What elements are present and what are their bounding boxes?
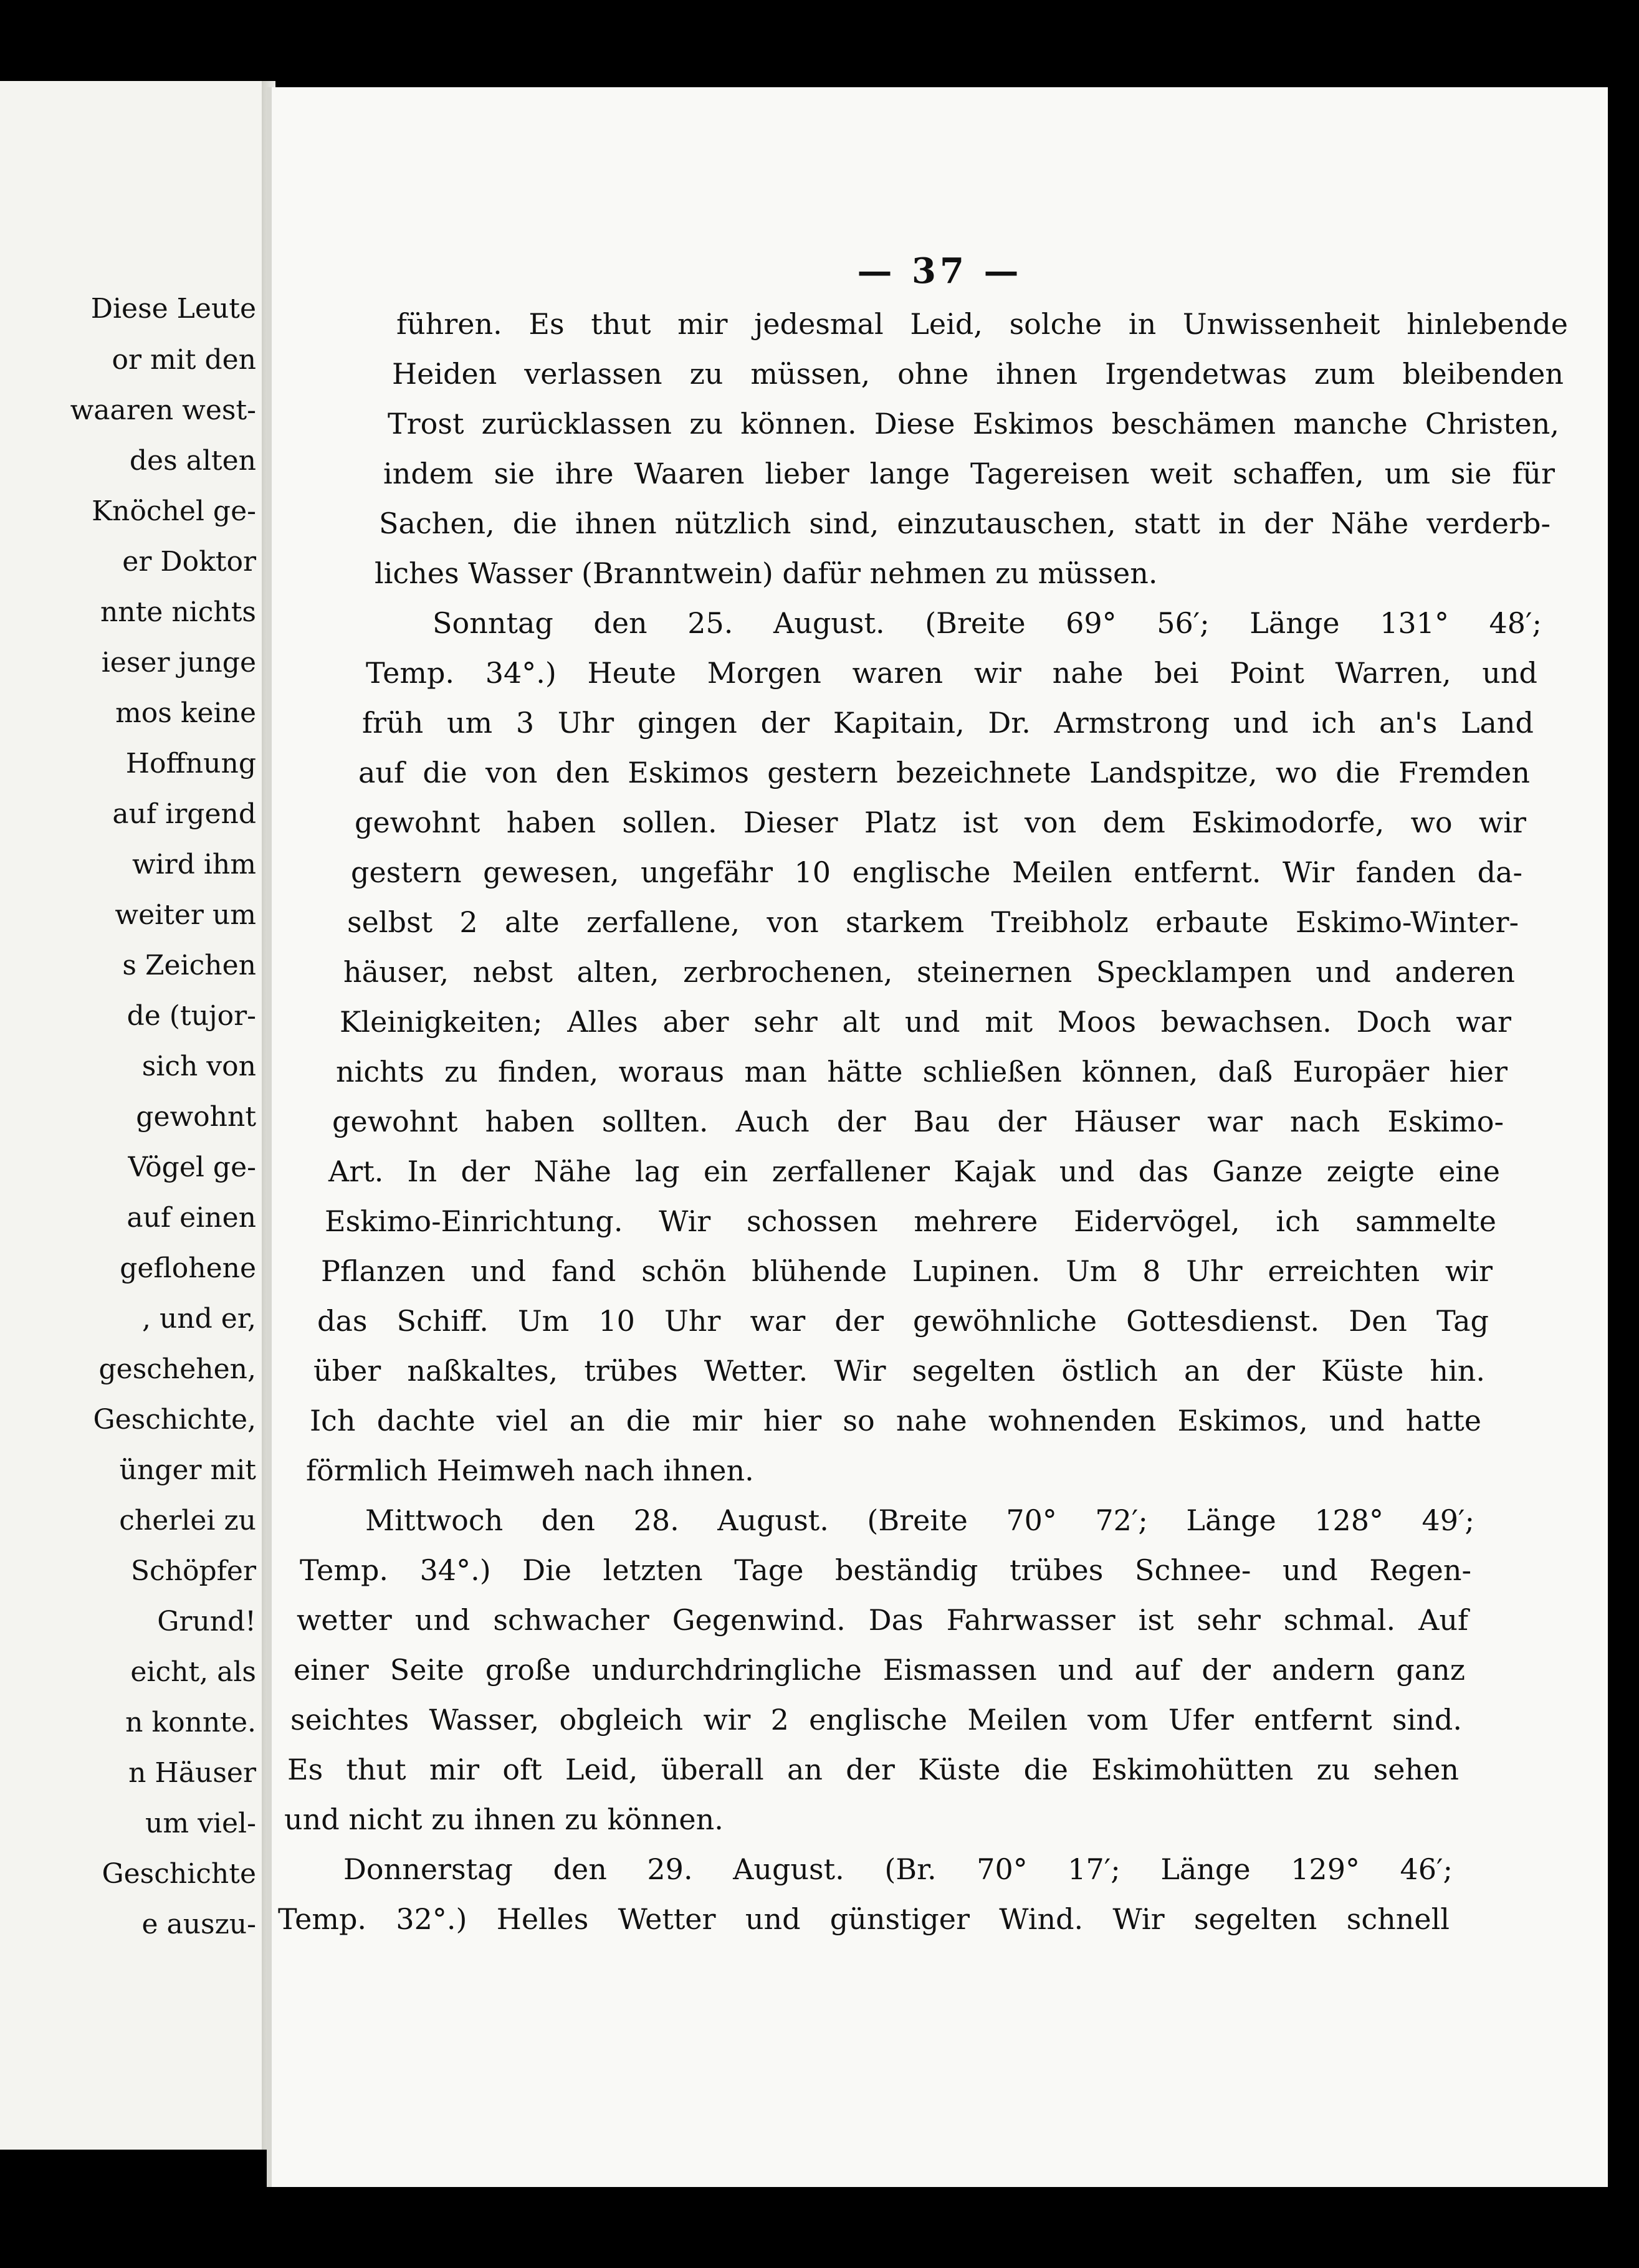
- left-fragment-line: ieser junge: [101, 647, 256, 679]
- left-fragment-line: des alten: [129, 445, 256, 477]
- text-line: gewohnt haben sollen. Dieser Platz ist von dem Eskimodorfe, wo wir: [355, 806, 1526, 839]
- text-line: gewohnt haben sollten. Auch der Bau der Häuser war nach Eskimo-: [332, 1105, 1504, 1138]
- left-fragment-line: Geschichte: [102, 1858, 256, 1890]
- left-fragment-line: n konnte.: [125, 1707, 256, 1738]
- text-line: Sonntag den 25. August. (Breite 69° 56′; Länge 131° 48′;: [432, 606, 1542, 640]
- text-line: Trost zurücklassen zu können. Diese Eskimos beschämen manche Christen,: [388, 407, 1559, 441]
- left-fragment-line: ünger mit: [119, 1454, 256, 1486]
- left-fragment-line: nnte nichts: [100, 596, 256, 628]
- left-fragment-line: auf irgend: [112, 798, 256, 830]
- left-fragment-line: s Zeichen: [122, 950, 256, 981]
- left-fragment-line: or mit den: [112, 344, 256, 376]
- text-line: und nicht zu ihnen zu können.: [284, 1803, 724, 1836]
- text-line: Temp. 34°.) Heute Morgen waren wir nahe bei Point Warren, und: [366, 656, 1537, 690]
- left-fragment-line: waaren west-: [70, 394, 256, 426]
- left-fragment-line: Hoffnung: [125, 748, 256, 779]
- left-fragment-line: , und er,: [141, 1303, 256, 1335]
- left-fragment-line: Schöpfer: [130, 1555, 256, 1587]
- right-page: [267, 87, 1608, 2187]
- text-line: Heiden verlassen zu müssen, ohne ihnen Irgendetwas zum bleibenden: [392, 357, 1564, 391]
- text-line: indem sie ihre Waaren lieber lange Tagereisen weit schaffen, um sie für: [383, 457, 1555, 490]
- left-fragment-line: n Häuser: [128, 1757, 256, 1789]
- text-line: liches Wasser (Branntwein) dafür nehmen zu müssen.: [375, 556, 1158, 590]
- left-fragment-line: wird ihm: [131, 849, 256, 880]
- text-line: Eskimo-Einrichtung. Wir schossen mehrere Eidervögel, ich sammelte: [325, 1204, 1496, 1238]
- text-line: früh um 3 Uhr gingen der Kapitain, Dr. Armstrong und ich an's Land: [362, 706, 1534, 740]
- left-fragment-line: Grund!: [157, 1606, 256, 1637]
- left-fragment-line: mos keine: [115, 697, 256, 729]
- left-fragment-line: geschehen,: [98, 1353, 256, 1385]
- left-fragment-line: auf einen: [127, 1202, 256, 1234]
- left-fragment-line: eicht, als: [130, 1656, 256, 1688]
- page-number: — 37 —: [857, 250, 1023, 292]
- text-line: Temp. 32°.) Helles Wetter und günstiger Wind. Wir segelten schnell: [278, 1902, 1450, 1936]
- left-fragment-line: Geschichte,: [93, 1404, 256, 1436]
- text-line: Sachen, die ihnen nützlich sind, einzutauschen, statt in der Nähe verderb-: [379, 507, 1551, 540]
- left-fragment-line: gewohnt: [136, 1101, 256, 1133]
- left-fragment-line: e auszu-: [141, 1908, 256, 1940]
- text-line: wetter und schwacher Gegenwind. Das Fahrwasser ist sehr schmal. Auf: [297, 1603, 1468, 1637]
- left-fragment-line: de (tujor-: [127, 1000, 256, 1032]
- left-fragment-line: er Doktor: [122, 546, 256, 578]
- text-line: über naßkaltes, trübes Wetter. Wir segelten östlich an der Küste hin.: [313, 1354, 1485, 1388]
- text-line: Ich dachte viel an die mir hier so nahe wohnenden Eskimos, und hatte: [310, 1404, 1481, 1437]
- text-line: häuser, nebst alten, zerbrochenen, steinernen Specklampen und anderen: [343, 955, 1515, 989]
- text-line: gestern gewesen, ungefähr 10 englische Meilen entfernt. Wir fanden da-: [351, 855, 1522, 889]
- text-line: förmlich Heimweh nach ihnen.: [306, 1454, 754, 1487]
- text-line: Pflanzen und fand schön blühende Lupinen. Um 8 Uhr erreichten wir: [321, 1254, 1493, 1288]
- text-line: Temp. 34°.) Die letzten Tage beständig trübes Schnee- und Regen-: [300, 1553, 1471, 1587]
- left-fragment-line: Diese Leute: [90, 293, 256, 325]
- left-fragment-line: Vögel ge-: [128, 1151, 256, 1183]
- text-line: das Schiff. Um 10 Uhr war der gewöhnliche Gottesdienst. Den Tag: [317, 1304, 1489, 1338]
- left-fragment-line: Knöchel ge-: [92, 495, 256, 527]
- text-line: Donnerstag den 29. August. (Br. 70° 17′; Länge 129° 46′;: [343, 1852, 1453, 1886]
- text-line: Kleinigkeiten; Alles aber sehr alt und mit Moos bewachsen. Doch war: [340, 1005, 1511, 1039]
- text-line: Mittwoch den 28. August. (Breite 70° 72′; Länge 128° 49′;: [365, 1503, 1474, 1537]
- left-fragment-line: sich von: [141, 1051, 256, 1082]
- text-line: führen. Es thut mir jedesmal Leid, solche in Unwissenheit hinlebende: [396, 307, 1568, 341]
- text-line: selbst 2 alte zerfallene, von starkem Treibholz erbaute Eskimo-Winter-: [347, 905, 1519, 939]
- left-fragment-line: weiter um: [115, 899, 256, 931]
- text-line: seichtes Wasser, obgleich wir 2 englische Meilen vom Ufer entfernt sind.: [290, 1703, 1462, 1737]
- text-line: Es thut mir oft Leid, überall an der Küste die Eskimohütten zu sehen: [287, 1753, 1459, 1786]
- text-line: Art. In der Nähe lag ein zerfallener Kajak und das Ganze zeigte eine: [328, 1155, 1500, 1188]
- left-fragment-line: cherlei zu: [119, 1505, 256, 1537]
- left-page-fragment: [0, 81, 265, 2150]
- text-line: nichts zu finden, woraus man hätte schließen können, daß Europäer hier: [336, 1055, 1508, 1089]
- text-line: auf die von den Eskimos gestern bezeichnete Landspitze, wo die Fremden: [358, 756, 1530, 789]
- left-fragment-line: geflohene: [120, 1252, 256, 1284]
- left-fragment-line: um viel-: [145, 1808, 256, 1839]
- text-line: einer Seite große undurchdringliche Eismassen und auf der andern ganz: [294, 1653, 1465, 1687]
